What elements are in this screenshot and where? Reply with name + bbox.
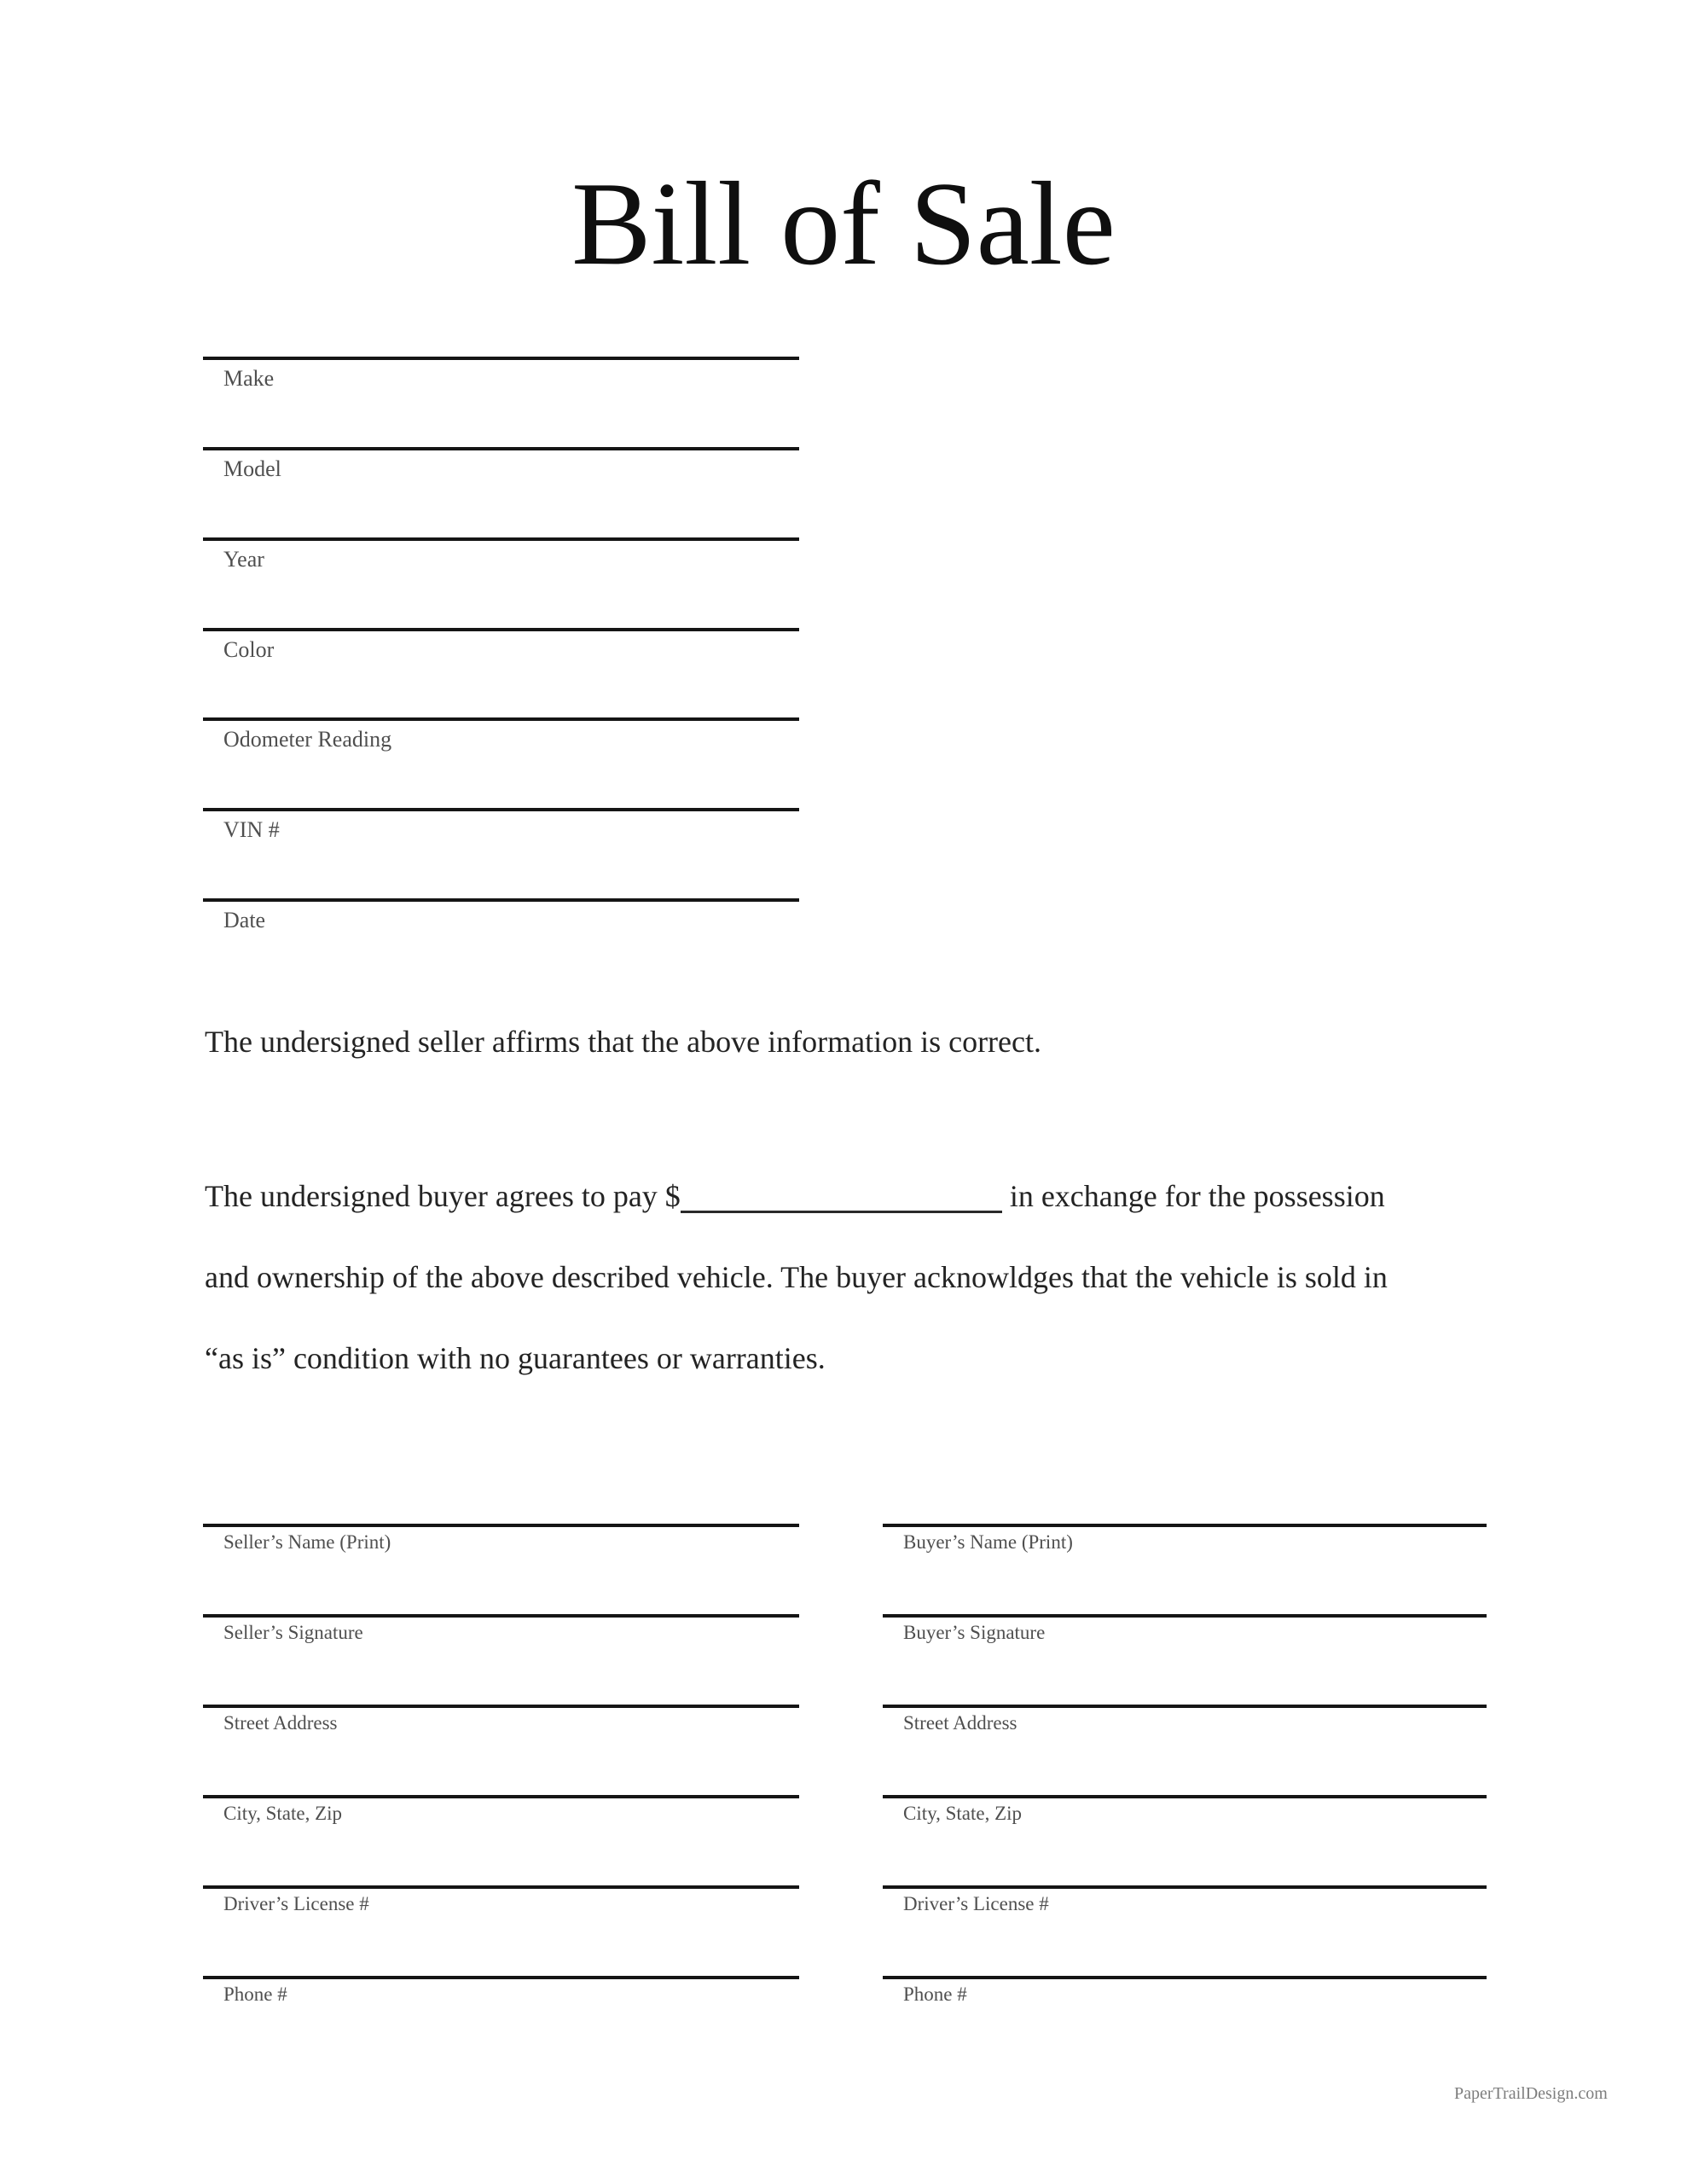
model-rule xyxy=(203,447,799,450)
field-seller-drivers-license xyxy=(203,1826,799,1915)
page-title: Bill of Sale xyxy=(571,158,1116,290)
buyer-drivers-license-fill-area[interactable] xyxy=(883,1826,1487,1885)
field-buyer-drivers-license xyxy=(883,1826,1487,1915)
buyer-drivers-license-rule xyxy=(883,1885,1487,1889)
seller-affirmation-statement: The undersigned seller affirms that the above information is correct. xyxy=(205,1025,1041,1059)
make-rule xyxy=(203,357,799,360)
buyer-statement-line2: and ownership of the above described vehicle. The buyer acknowldges that the vehicle is sold in xyxy=(205,1260,1388,1294)
buyer-city-state-zip-fill-area[interactable] xyxy=(883,1735,1487,1795)
field-seller-street-address xyxy=(203,1645,799,1734)
vin-label: VIN # xyxy=(223,817,280,842)
seller-street-address-rule xyxy=(203,1705,799,1708)
buyer-street-address-rule xyxy=(883,1705,1487,1708)
buyer-phone-rule xyxy=(883,1976,1487,1979)
vin-fill-area[interactable] xyxy=(203,748,799,808)
field-buyer-name xyxy=(883,1464,1487,1554)
field-make xyxy=(203,297,799,392)
seller-phone-fill-area[interactable] xyxy=(203,1916,799,1976)
model-fill-area[interactable] xyxy=(203,387,799,447)
year-label: Year xyxy=(223,547,264,572)
seller-city-state-zip-fill-area[interactable] xyxy=(203,1735,799,1795)
buyer-street-address-label: Street Address xyxy=(903,1712,1017,1734)
buyer-signature-rule xyxy=(883,1614,1487,1618)
buyer-drivers-license-label: Driver’s License # xyxy=(903,1893,1049,1914)
date-rule xyxy=(203,898,799,902)
field-buyer-city-state-zip xyxy=(883,1735,1487,1825)
make-fill-area[interactable] xyxy=(203,297,799,357)
seller-drivers-license-fill-area[interactable] xyxy=(203,1826,799,1885)
amount-blank[interactable] xyxy=(681,1210,1002,1213)
buyer-agreement-statement xyxy=(205,1156,1620,1399)
field-year xyxy=(203,478,799,572)
seller-name-label: Seller’s Name (Print) xyxy=(223,1531,391,1553)
buyer-statement-line1 xyxy=(205,1156,1620,1237)
seller-street-address-fill-area[interactable] xyxy=(203,1645,799,1705)
year-rule xyxy=(203,537,799,541)
watermark-credit: PaperTrailDesign.com xyxy=(1454,2084,1608,2103)
field-seller-city-state-zip xyxy=(203,1735,799,1825)
seller-phone-rule xyxy=(203,1976,799,1979)
buyer-signature-label: Buyer’s Signature xyxy=(903,1622,1046,1643)
buyer-statement-line1-suffix: in exchange for the possession xyxy=(1001,1179,1385,1213)
color-fill-area[interactable] xyxy=(203,568,799,628)
seller-signature-rule xyxy=(203,1614,799,1618)
odometer-rule xyxy=(203,717,799,721)
seller-street-address-label: Street Address xyxy=(223,1712,338,1734)
field-buyer-street-address xyxy=(883,1645,1487,1734)
buyer-phone-label: Phone # xyxy=(903,1984,967,2005)
field-model xyxy=(203,387,799,482)
make-label: Make xyxy=(223,366,275,391)
odometer-fill-area[interactable] xyxy=(203,658,799,717)
buyer-name-rule xyxy=(883,1524,1487,1527)
odometer-label: Odometer Reading xyxy=(223,727,392,752)
color-rule xyxy=(203,628,799,631)
buyer-statement-line1-prefix: The undersigned buyer agrees to pay $ xyxy=(205,1179,681,1213)
buyer-street-address-fill-area[interactable] xyxy=(883,1645,1487,1705)
buyer-signature-fill-area[interactable] xyxy=(883,1554,1487,1614)
field-seller-name xyxy=(203,1464,799,1554)
date-fill-area[interactable] xyxy=(203,839,799,898)
seller-drivers-license-rule xyxy=(203,1885,799,1889)
field-odometer xyxy=(203,658,799,752)
field-buyer-signature xyxy=(883,1554,1487,1644)
buyer-statement-line3: “as is” condition with no guarantees or warranties. xyxy=(205,1341,826,1375)
field-date xyxy=(203,839,799,933)
seller-phone-label: Phone # xyxy=(223,1984,287,2005)
vin-rule xyxy=(203,808,799,811)
field-vin xyxy=(203,748,799,843)
seller-signature-fill-area[interactable] xyxy=(203,1554,799,1614)
buyer-city-state-zip-rule xyxy=(883,1795,1487,1798)
buyer-name-label: Buyer’s Name (Print) xyxy=(903,1531,1073,1553)
seller-name-rule xyxy=(203,1524,799,1527)
buyer-city-state-zip-label: City, State, Zip xyxy=(903,1803,1023,1824)
seller-name-fill-area[interactable] xyxy=(203,1464,799,1524)
field-seller-signature xyxy=(203,1554,799,1644)
buyer-name-fill-area[interactable] xyxy=(883,1464,1487,1524)
seller-city-state-zip-label: City, State, Zip xyxy=(223,1803,343,1824)
year-fill-area[interactable] xyxy=(203,478,799,537)
seller-signature-label: Seller’s Signature xyxy=(223,1622,363,1643)
seller-city-state-zip-rule xyxy=(203,1795,799,1798)
color-label: Color xyxy=(223,637,275,662)
seller-drivers-license-label: Driver’s License # xyxy=(223,1893,369,1914)
date-label: Date xyxy=(223,908,266,932)
model-label: Model xyxy=(223,456,281,481)
field-buyer-phone xyxy=(883,1916,1487,2006)
field-color xyxy=(203,568,799,663)
buyer-phone-fill-area[interactable] xyxy=(883,1916,1487,1976)
field-seller-phone xyxy=(203,1916,799,2006)
